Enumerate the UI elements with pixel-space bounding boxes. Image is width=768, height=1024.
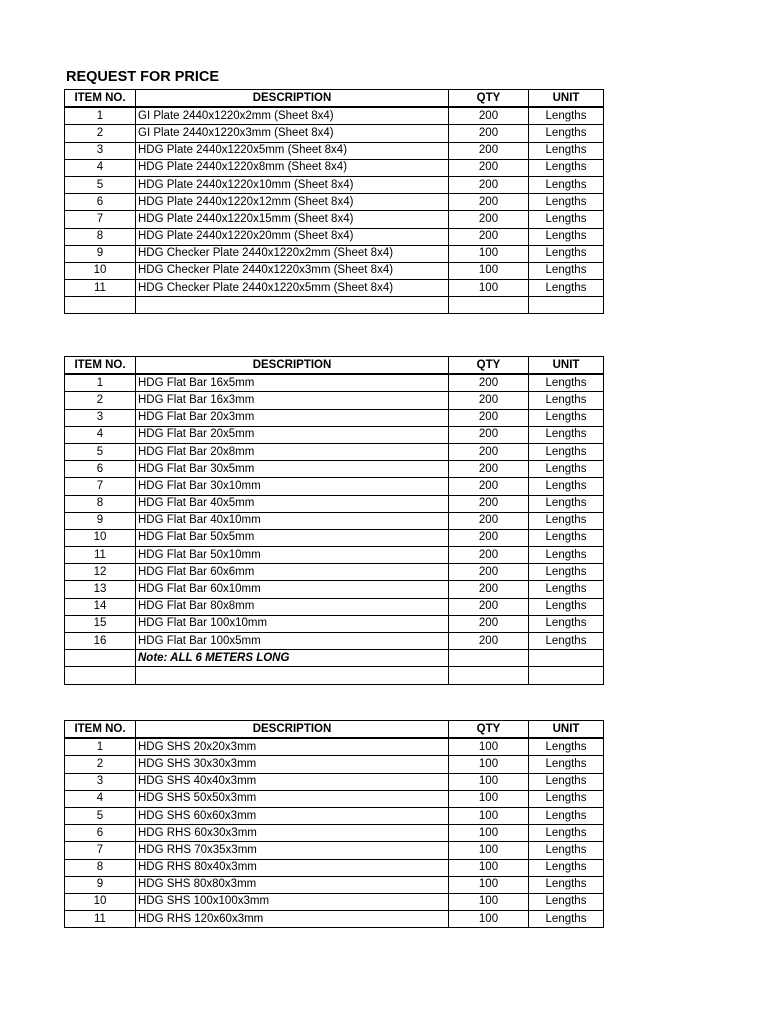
item-no-cell: 4 (65, 790, 136, 807)
qty-cell: 100 (449, 773, 529, 790)
item-no-cell: 9 (65, 245, 136, 262)
item-no-cell: 5 (65, 807, 136, 824)
header-unit: UNIT (529, 357, 604, 375)
unit-cell: Lengths (529, 107, 604, 125)
table-row (65, 495, 604, 512)
item-no-cell: 2 (65, 125, 136, 142)
item-no-cell: 14 (65, 598, 136, 615)
qty-cell: 200 (449, 159, 529, 176)
table-row (65, 478, 604, 495)
item-no-cell: 1 (65, 738, 136, 756)
qty-cell: 200 (449, 512, 529, 529)
unit-cell: Lengths (529, 228, 604, 245)
item-no-cell: 11 (65, 911, 136, 928)
table-row (65, 667, 604, 684)
description-cell: HDG SHS 20x20x3mm (136, 738, 449, 756)
qty-cell: 100 (449, 911, 529, 928)
qty-cell (449, 667, 529, 684)
unit-cell: Lengths (529, 859, 604, 876)
table-header-row (65, 721, 604, 739)
table-row (65, 512, 604, 529)
description-cell: HDG SHS 100x100x3mm (136, 893, 449, 910)
qty-cell: 200 (449, 564, 529, 581)
description-cell: HDG SHS 30x30x3mm (136, 756, 449, 773)
item-no-cell (65, 297, 136, 314)
unit-cell: Lengths (529, 738, 604, 756)
unit-cell: Lengths (529, 461, 604, 478)
item-no-cell: 15 (65, 615, 136, 632)
item-no-cell: 7 (65, 478, 136, 495)
unit-cell: Lengths (529, 790, 604, 807)
table-row (65, 773, 604, 790)
item-no-cell: 11 (65, 280, 136, 297)
item-no-cell: 3 (65, 142, 136, 159)
qty-cell: 200 (449, 125, 529, 142)
qty-cell: 100 (449, 245, 529, 262)
qty-cell: 200 (449, 392, 529, 409)
item-no-cell: 16 (65, 633, 136, 650)
unit-cell: Lengths (529, 756, 604, 773)
qty-cell: 200 (449, 228, 529, 245)
description-cell: HDG Flat Bar 80x8mm (136, 598, 449, 615)
plates-table (64, 89, 604, 314)
qty-cell (449, 650, 529, 667)
description-cell: HDG Plate 2440x1220x5mm (Sheet 8x4) (136, 142, 449, 159)
table-row (65, 756, 604, 773)
item-no-cell (65, 667, 136, 684)
description-cell: HDG RHS 60x30x3mm (136, 825, 449, 842)
unit-cell: Lengths (529, 842, 604, 859)
unit-cell: Lengths (529, 773, 604, 790)
qty-cell: 100 (449, 859, 529, 876)
description-cell: HDG Plate 2440x1220x15mm (Sheet 8x4) (136, 211, 449, 228)
description-cell: HDG Flat Bar 20x3mm (136, 409, 449, 426)
note-cell: Note: ALL 6 METERS LONG (136, 650, 449, 667)
item-no-cell: 12 (65, 564, 136, 581)
description-cell: GI Plate 2440x1220x2mm (Sheet 8x4) (136, 107, 449, 125)
qty-cell: 200 (449, 426, 529, 443)
item-no-cell: 1 (65, 374, 136, 392)
qty-cell (449, 297, 529, 314)
table-row (65, 409, 604, 426)
item-no-cell: 5 (65, 176, 136, 193)
qty-cell: 200 (449, 107, 529, 125)
description-cell: HDG Flat Bar 40x5mm (136, 495, 449, 512)
table-row (65, 876, 604, 893)
unit-cell: Lengths (529, 409, 604, 426)
table-row (65, 564, 604, 581)
table-row (65, 228, 604, 245)
unit-cell: Lengths (529, 547, 604, 564)
unit-cell: Lengths (529, 529, 604, 546)
table-row (65, 547, 604, 564)
description-cell: HDG Flat Bar 50x5mm (136, 529, 449, 546)
unit-cell: Lengths (529, 495, 604, 512)
qty-cell: 100 (449, 262, 529, 279)
header-unit: UNIT (529, 90, 604, 108)
table-row (65, 426, 604, 443)
qty-cell: 100 (449, 790, 529, 807)
table-row (65, 297, 604, 314)
table-row (65, 107, 604, 125)
header-unit: UNIT (529, 721, 604, 739)
item-no-cell: 6 (65, 825, 136, 842)
qty-cell: 200 (449, 495, 529, 512)
unit-cell: Lengths (529, 125, 604, 142)
description-cell: HDG SHS 40x40x3mm (136, 773, 449, 790)
qty-cell: 100 (449, 738, 529, 756)
header-item-no: ITEM NO. (65, 721, 136, 739)
table-row (65, 392, 604, 409)
unit-cell: Lengths (529, 392, 604, 409)
item-no-cell: 4 (65, 159, 136, 176)
table-row (65, 443, 604, 460)
unit-cell: Lengths (529, 194, 604, 211)
unit-cell: Lengths (529, 426, 604, 443)
header-qty: QTY (449, 721, 529, 739)
description-cell: HDG Plate 2440x1220x8mm (Sheet 8x4) (136, 159, 449, 176)
description-cell: HDG Flat Bar 60x6mm (136, 564, 449, 581)
header-description: DESCRIPTION (136, 357, 449, 375)
description-cell: GI Plate 2440x1220x3mm (Sheet 8x4) (136, 125, 449, 142)
unit-cell (529, 650, 604, 667)
item-no-cell: 2 (65, 756, 136, 773)
qty-cell: 100 (449, 280, 529, 297)
table-row (65, 911, 604, 928)
unit-cell: Lengths (529, 443, 604, 460)
unit-cell: Lengths (529, 633, 604, 650)
item-no-cell: 7 (65, 842, 136, 859)
unit-cell: Lengths (529, 911, 604, 928)
description-cell: HDG Flat Bar 30x10mm (136, 478, 449, 495)
description-cell: HDG Checker Plate 2440x1220x5mm (Sheet 8x4) (136, 280, 449, 297)
description-cell (136, 297, 449, 314)
description-cell: HDG Flat Bar 100x10mm (136, 615, 449, 632)
item-no-cell: 4 (65, 426, 136, 443)
table-row (65, 245, 604, 262)
item-no-cell: 3 (65, 409, 136, 426)
item-no-cell: 9 (65, 512, 136, 529)
description-cell: HDG Plate 2440x1220x12mm (Sheet 8x4) (136, 194, 449, 211)
description-cell: HDG Flat Bar 16x3mm (136, 392, 449, 409)
description-cell: HDG Flat Bar 40x10mm (136, 512, 449, 529)
unit-cell: Lengths (529, 262, 604, 279)
header-description: DESCRIPTION (136, 721, 449, 739)
table-row (65, 125, 604, 142)
unit-cell: Lengths (529, 581, 604, 598)
qty-cell: 200 (449, 443, 529, 460)
table-row (65, 842, 604, 859)
table-row (65, 738, 604, 756)
table-row (65, 615, 604, 632)
qty-cell: 100 (449, 893, 529, 910)
qty-cell: 200 (449, 547, 529, 564)
qty-cell: 200 (449, 478, 529, 495)
qty-cell: 200 (449, 176, 529, 193)
description-cell: HDG Checker Plate 2440x1220x3mm (Sheet 8x4) (136, 262, 449, 279)
qty-cell: 200 (449, 633, 529, 650)
qty-cell: 100 (449, 807, 529, 824)
unit-cell: Lengths (529, 807, 604, 824)
description-cell: HDG Flat Bar 50x10mm (136, 547, 449, 564)
qty-cell: 100 (449, 876, 529, 893)
item-no-cell: 10 (65, 529, 136, 546)
unit-cell: Lengths (529, 564, 604, 581)
item-no-cell: 9 (65, 876, 136, 893)
item-no-cell: 1 (65, 107, 136, 125)
description-cell: HDG Flat Bar 60x10mm (136, 581, 449, 598)
table-row (65, 529, 604, 546)
item-no-cell: 6 (65, 461, 136, 478)
unit-cell: Lengths (529, 280, 604, 297)
qty-cell: 100 (449, 842, 529, 859)
table-row (65, 461, 604, 478)
item-no-cell: 8 (65, 859, 136, 876)
table-header-row (65, 90, 604, 108)
qty-cell: 200 (449, 211, 529, 228)
item-no-cell: 13 (65, 581, 136, 598)
table-row (65, 280, 604, 297)
description-cell: HDG SHS 50x50x3mm (136, 790, 449, 807)
description-cell: HDG RHS 80x40x3mm (136, 859, 449, 876)
header-item-no: ITEM NO. (65, 357, 136, 375)
unit-cell: Lengths (529, 176, 604, 193)
description-cell: HDG SHS 60x60x3mm (136, 807, 449, 824)
hollow-sections-table (64, 720, 604, 928)
header-item-no: ITEM NO. (65, 90, 136, 108)
table-row (65, 633, 604, 650)
unit-cell: Lengths (529, 159, 604, 176)
header-qty: QTY (449, 90, 529, 108)
table-row (65, 142, 604, 159)
qty-cell: 200 (449, 409, 529, 426)
unit-cell: Lengths (529, 374, 604, 392)
item-no-cell (65, 650, 136, 667)
header-qty: QTY (449, 357, 529, 375)
description-cell: HDG Flat Bar 30x5mm (136, 461, 449, 478)
table-row (65, 807, 604, 824)
table-row (65, 194, 604, 211)
item-no-cell: 8 (65, 495, 136, 512)
table-row (65, 893, 604, 910)
table-row (65, 374, 604, 392)
item-no-cell: 10 (65, 262, 136, 279)
table-row (65, 262, 604, 279)
item-no-cell: 5 (65, 443, 136, 460)
description-cell: HDG Flat Bar 20x5mm (136, 426, 449, 443)
unit-cell: Lengths (529, 142, 604, 159)
unit-cell: Lengths (529, 478, 604, 495)
table-row (65, 790, 604, 807)
item-no-cell: 8 (65, 228, 136, 245)
description-cell (136, 667, 449, 684)
item-no-cell: 6 (65, 194, 136, 211)
unit-cell (529, 667, 604, 684)
table-row (65, 650, 604, 667)
qty-cell: 200 (449, 581, 529, 598)
unit-cell: Lengths (529, 893, 604, 910)
description-cell: HDG RHS 70x35x3mm (136, 842, 449, 859)
unit-cell: Lengths (529, 211, 604, 228)
qty-cell: 200 (449, 598, 529, 615)
table-row (65, 211, 604, 228)
qty-cell: 200 (449, 529, 529, 546)
table-row (65, 176, 604, 193)
unit-cell: Lengths (529, 598, 604, 615)
table-row (65, 825, 604, 842)
unit-cell: Lengths (529, 615, 604, 632)
table-row (65, 598, 604, 615)
description-cell: HDG Checker Plate 2440x1220x2mm (Sheet 8x4) (136, 245, 449, 262)
page-title: REQUEST FOR PRICE (66, 69, 220, 85)
unit-cell: Lengths (529, 512, 604, 529)
qty-cell: 100 (449, 825, 529, 842)
qty-cell: 200 (449, 461, 529, 478)
qty-cell: 200 (449, 374, 529, 392)
description-cell: HDG SHS 80x80x3mm (136, 876, 449, 893)
description-cell: HDG Flat Bar 20x8mm (136, 443, 449, 460)
qty-cell: 200 (449, 194, 529, 211)
flat-bars-table (64, 356, 604, 685)
table-row (65, 159, 604, 176)
header-description: DESCRIPTION (136, 90, 449, 108)
table-row (65, 859, 604, 876)
item-no-cell: 11 (65, 547, 136, 564)
unit-cell: Lengths (529, 876, 604, 893)
unit-cell (529, 297, 604, 314)
unit-cell: Lengths (529, 245, 604, 262)
table-row (65, 581, 604, 598)
qty-cell: 200 (449, 142, 529, 159)
item-no-cell: 10 (65, 893, 136, 910)
description-cell: HDG RHS 120x60x3mm (136, 911, 449, 928)
qty-cell: 200 (449, 615, 529, 632)
item-no-cell: 2 (65, 392, 136, 409)
unit-cell: Lengths (529, 825, 604, 842)
table-header-row (65, 357, 604, 375)
item-no-cell: 7 (65, 211, 136, 228)
description-cell: HDG Plate 2440x1220x20mm (Sheet 8x4) (136, 228, 449, 245)
description-cell: HDG Flat Bar 16x5mm (136, 374, 449, 392)
qty-cell: 100 (449, 756, 529, 773)
description-cell: HDG Flat Bar 100x5mm (136, 633, 449, 650)
description-cell: HDG Plate 2440x1220x10mm (Sheet 8x4) (136, 176, 449, 193)
item-no-cell: 3 (65, 773, 136, 790)
